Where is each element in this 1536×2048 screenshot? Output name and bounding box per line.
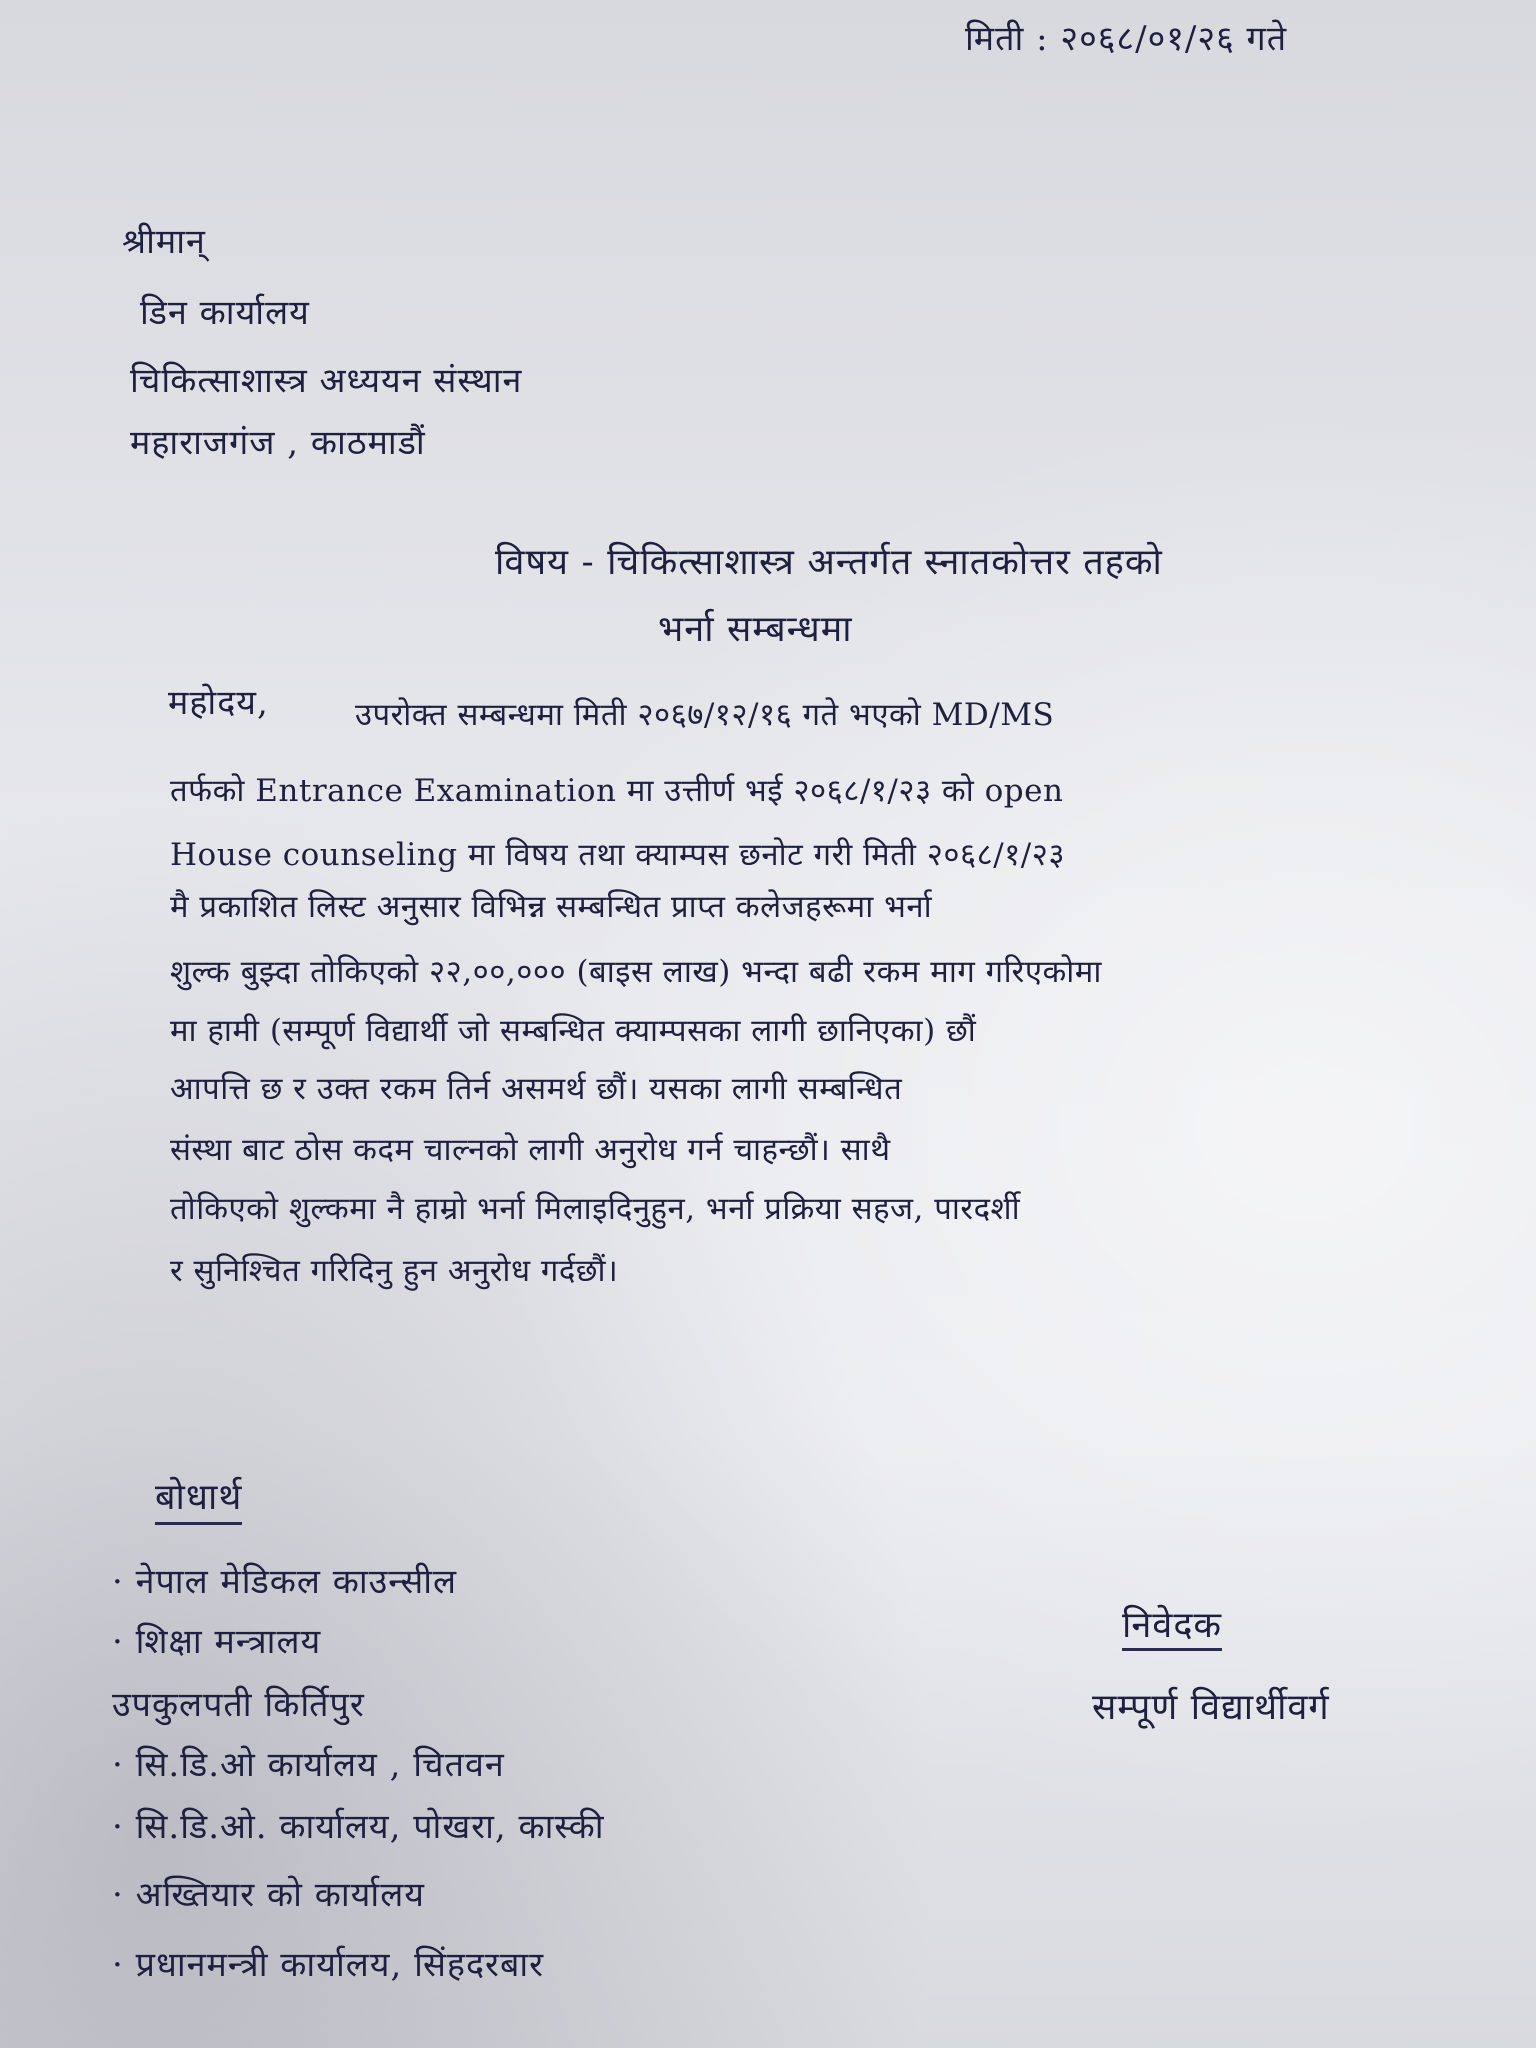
cc-list-item: उपकुलपती किर्तिपुर [112, 1685, 365, 1725]
body-line: उपरोक्त सम्बन्धमा मिती २०६७/१२/१६ गते भएको MD/MS [355, 697, 1055, 733]
cc-list-item: · प्रधानमन्त्री कार्यालय, सिंहदरबार [112, 1945, 545, 1985]
body-line: मा हामी (सम्पूर्ण विद्यार्थी जो सम्बन्धित क्याम्पसका लागी छानिएका) छौं [170, 1013, 977, 1049]
cc-list-item: · अख्तियार को कार्यालय [112, 1875, 425, 1915]
addressee-location: महाराजगंज , काठमाडौं [130, 423, 426, 463]
letter-date: मिती : २०६८/०१/२६ गते [965, 19, 1288, 59]
body-line: आपत्ति छ र उक्त रकम तिर्न असमर्थ छौं। यसका लागी सम्बन्धित [170, 1071, 903, 1107]
cc-heading: बोधार्थ [155, 1480, 242, 1525]
body-line: तोकिएको शुल्कमा नै हाम्रो भर्ना मिलाइदिनुहुन, भर्ना प्रक्रिया सहज, पारदर्शी [170, 1191, 1021, 1227]
body-line: मै प्रकाशित लिस्ट अनुसार विभिन्न सम्बन्धित प्राप्त कलेजहरूमा भर्ना [170, 889, 933, 925]
cc-list-item: · शिक्षा मन्त्रालय [112, 1622, 322, 1662]
subject-line-1: विषय - चिकित्साशास्त्र अन्तर्गत स्नातकोत्तर तहको [495, 542, 1163, 583]
body-line: संस्था बाट ठोस कदम चाल्नको लागी अनुरोध गर्न चाहन्छौं। साथै [170, 1132, 891, 1168]
body-line: House counseling मा विषय तथा क्याम्पस छनोट गरी मिती २०६८/१/२३ [170, 837, 1065, 873]
addressee-honorific: श्रीमान् [122, 222, 206, 262]
salutation: महोदय, [168, 683, 269, 723]
cc-list-item: · नेपाल मेडिकल काउन्सील [112, 1562, 458, 1602]
signature-name: सम्पूर्ण विद्यार्थीवर्ग [1092, 1687, 1330, 1728]
body-line: शुल्क बुझ्दा तोकिएको २२,००,००० (बाइस लाख) भन्दा बढी रकम माग गरिएकोमा [170, 954, 1102, 990]
cc-list-item: · सि.डि.ओ कार्यालय , चितवन [112, 1745, 505, 1785]
signature-label: निवेदक [1122, 1608, 1222, 1651]
body-line: तर्फको Entrance Examination मा उत्तीर्ण भई २०६८/१/२३ को open [170, 773, 1064, 809]
cc-list-item: · सि.डि.ओ. कार्यालय, पोखरा, कास्की [112, 1807, 605, 1847]
addressee-institute: चिकित्साशास्त्र अध्ययन संस्थान [130, 361, 523, 401]
addressee-office: डिन कार्यालय [140, 293, 310, 333]
subject-line-2: भर्ना सम्बन्धमा [658, 609, 853, 650]
body-line: र सुनिश्चित गरिदिनु हुन अनुरोध गर्दछौं। [170, 1253, 619, 1289]
